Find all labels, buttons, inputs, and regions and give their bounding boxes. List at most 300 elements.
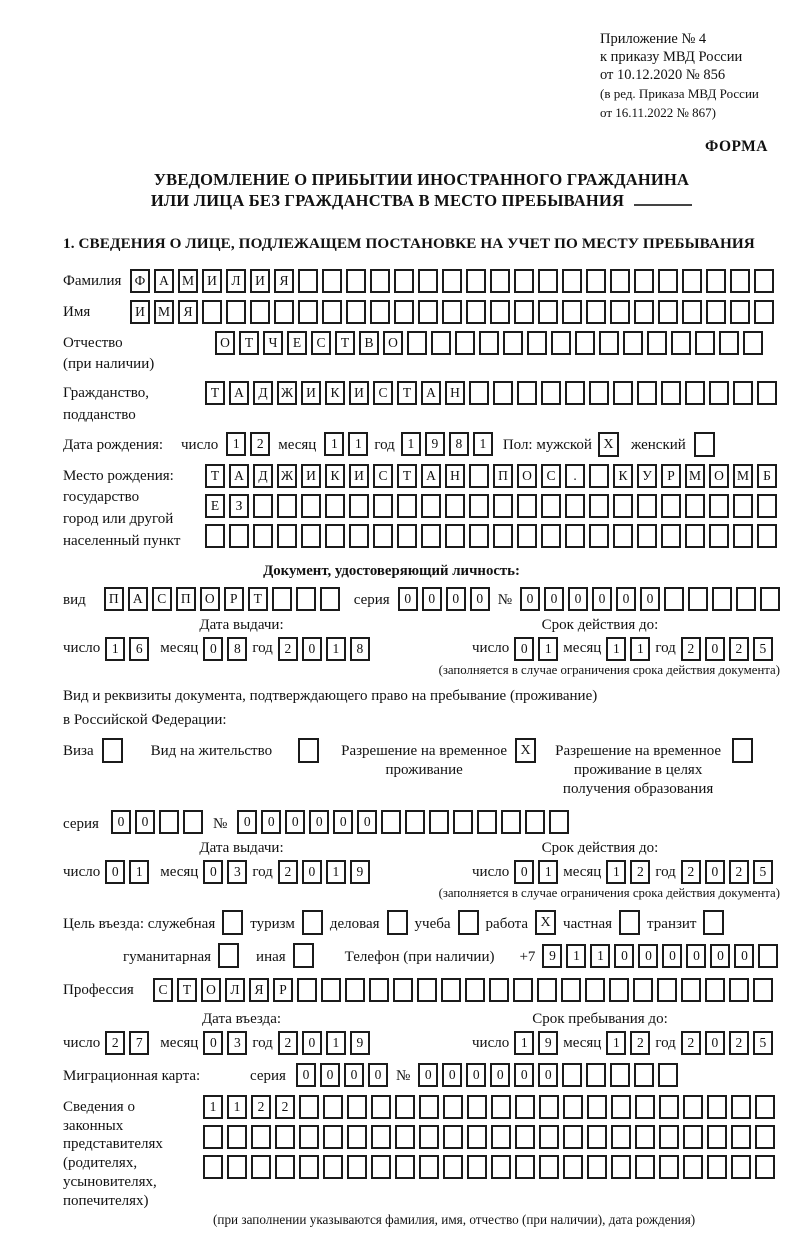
char-cell[interactable]: [661, 524, 681, 548]
char-cell[interactable]: [681, 978, 701, 1002]
char-cell[interactable]: [325, 524, 345, 548]
char-cell[interactable]: 1: [326, 1031, 346, 1055]
char-cell[interactable]: [370, 300, 390, 324]
char-cell[interactable]: [347, 1095, 367, 1119]
char-cell[interactable]: М: [685, 464, 705, 488]
char-cell[interactable]: 2: [681, 637, 701, 661]
char-cell[interactable]: [299, 1155, 319, 1179]
male-checkbox[interactable]: X: [598, 432, 619, 457]
char-cell[interactable]: 0: [490, 1063, 510, 1087]
char-cell[interactable]: [251, 1125, 271, 1149]
char-cell[interactable]: 2: [278, 1031, 298, 1055]
char-cell[interactable]: 2: [729, 1031, 749, 1055]
purpose-private-checkbox[interactable]: [619, 910, 640, 935]
char-cell[interactable]: [661, 494, 681, 518]
char-cell[interactable]: [322, 269, 342, 293]
char-cell[interactable]: И: [349, 464, 369, 488]
char-cell[interactable]: 0: [705, 637, 725, 661]
char-cell[interactable]: [634, 1063, 654, 1087]
char-cell[interactable]: 0: [333, 810, 353, 834]
char-cell[interactable]: [251, 1155, 271, 1179]
char-cell[interactable]: [517, 524, 537, 548]
char-cell[interactable]: 0: [544, 587, 564, 611]
char-cell[interactable]: [562, 300, 582, 324]
char-cell[interactable]: 2: [630, 1031, 650, 1055]
char-cell[interactable]: 3: [227, 860, 247, 884]
char-cell[interactable]: [657, 978, 677, 1002]
char-cell[interactable]: [397, 494, 417, 518]
char-cell[interactable]: [347, 1155, 367, 1179]
char-cell[interactable]: [325, 494, 345, 518]
char-cell[interactable]: [323, 1155, 343, 1179]
char-cell[interactable]: 8: [449, 432, 469, 456]
char-cell[interactable]: 0: [520, 587, 540, 611]
char-cell[interactable]: [563, 1125, 583, 1149]
char-cell[interactable]: [493, 524, 513, 548]
char-cell[interactable]: 1: [401, 432, 421, 456]
char-cell[interactable]: [515, 1125, 535, 1149]
char-cell[interactable]: Т: [205, 381, 225, 405]
char-cell[interactable]: [541, 381, 561, 405]
char-cell[interactable]: [743, 331, 763, 355]
char-cell[interactable]: 2: [278, 860, 298, 884]
char-cell[interactable]: [397, 524, 417, 548]
char-cell[interactable]: [491, 1095, 511, 1119]
char-cell[interactable]: [490, 269, 510, 293]
char-cell[interactable]: [565, 381, 585, 405]
char-cell[interactable]: [755, 1095, 775, 1119]
char-cell[interactable]: [706, 300, 726, 324]
char-cell[interactable]: И: [130, 300, 150, 324]
char-cell[interactable]: [466, 269, 486, 293]
char-cell[interactable]: [493, 381, 513, 405]
char-cell[interactable]: [683, 1125, 703, 1149]
char-cell[interactable]: [635, 1125, 655, 1149]
char-cell[interactable]: [589, 494, 609, 518]
char-cell[interactable]: 2: [251, 1095, 271, 1119]
char-cell[interactable]: [272, 587, 292, 611]
char-cell[interactable]: 0: [368, 1063, 388, 1087]
char-cell[interactable]: [467, 1125, 487, 1149]
char-cell[interactable]: [685, 494, 705, 518]
char-cell[interactable]: 0: [302, 860, 322, 884]
char-cell[interactable]: [635, 1155, 655, 1179]
char-cell[interactable]: [637, 381, 657, 405]
char-cell[interactable]: [754, 269, 774, 293]
char-cell[interactable]: 0: [135, 810, 155, 834]
char-cell[interactable]: И: [301, 381, 321, 405]
char-cell[interactable]: [730, 269, 750, 293]
char-cell[interactable]: [729, 978, 749, 1002]
char-cell[interactable]: [253, 524, 273, 548]
char-cell[interactable]: [539, 1125, 559, 1149]
char-cell[interactable]: [541, 524, 561, 548]
char-cell[interactable]: [229, 524, 249, 548]
char-cell[interactable]: Ж: [277, 381, 297, 405]
char-cell[interactable]: [227, 1125, 247, 1149]
char-cell[interactable]: [760, 587, 780, 611]
char-cell[interactable]: 6: [129, 637, 149, 661]
char-cell[interactable]: [395, 1095, 415, 1119]
char-cell[interactable]: [731, 1095, 751, 1119]
char-cell[interactable]: [757, 524, 777, 548]
char-cell[interactable]: А: [128, 587, 148, 611]
char-cell[interactable]: [613, 524, 633, 548]
char-cell[interactable]: К: [325, 464, 345, 488]
char-cell[interactable]: Т: [205, 464, 225, 488]
char-cell[interactable]: [659, 1155, 679, 1179]
char-cell[interactable]: [394, 300, 414, 324]
char-cell[interactable]: [682, 269, 702, 293]
char-cell[interactable]: [381, 810, 401, 834]
char-cell[interactable]: 1: [129, 860, 149, 884]
char-cell[interactable]: 0: [568, 587, 588, 611]
char-cell[interactable]: [320, 587, 340, 611]
char-cell[interactable]: 1: [514, 1031, 534, 1055]
char-cell[interactable]: [551, 331, 571, 355]
char-cell[interactable]: 0: [418, 1063, 438, 1087]
char-cell[interactable]: Р: [224, 587, 244, 611]
char-cell[interactable]: 0: [616, 587, 636, 611]
char-cell[interactable]: [183, 810, 203, 834]
char-cell[interactable]: [277, 524, 297, 548]
char-cell[interactable]: [418, 300, 438, 324]
char-cell[interactable]: 1: [538, 637, 558, 661]
char-cell[interactable]: [301, 524, 321, 548]
char-cell[interactable]: О: [709, 464, 729, 488]
purpose-business-checkbox[interactable]: [387, 910, 408, 935]
char-cell[interactable]: [513, 978, 533, 1002]
char-cell[interactable]: [373, 524, 393, 548]
char-cell[interactable]: [517, 381, 537, 405]
char-cell[interactable]: [250, 300, 270, 324]
char-cell[interactable]: [493, 494, 513, 518]
char-cell[interactable]: 0: [203, 637, 223, 661]
char-cell[interactable]: 0: [442, 1063, 462, 1087]
char-cell[interactable]: [731, 1155, 751, 1179]
char-cell[interactable]: [719, 331, 739, 355]
char-cell[interactable]: 3: [227, 1031, 247, 1055]
char-cell[interactable]: [733, 494, 753, 518]
char-cell[interactable]: [637, 494, 657, 518]
char-cell[interactable]: 1: [630, 637, 650, 661]
char-cell[interactable]: 1: [473, 432, 493, 456]
purpose-transit-checkbox[interactable]: [703, 910, 724, 935]
char-cell[interactable]: [712, 587, 732, 611]
char-cell[interactable]: Р: [273, 978, 293, 1002]
char-cell[interactable]: 9: [425, 432, 445, 456]
char-cell[interactable]: [707, 1125, 727, 1149]
char-cell[interactable]: [709, 524, 729, 548]
char-cell[interactable]: Д: [253, 381, 273, 405]
char-cell[interactable]: И: [250, 269, 270, 293]
char-cell[interactable]: Л: [225, 978, 245, 1002]
char-cell[interactable]: З: [229, 494, 249, 518]
char-cell[interactable]: [757, 494, 777, 518]
char-cell[interactable]: [370, 269, 390, 293]
char-cell[interactable]: [758, 944, 778, 968]
char-cell[interactable]: [634, 300, 654, 324]
purpose-official-checkbox[interactable]: [222, 910, 243, 935]
purpose-work-checkbox[interactable]: X: [535, 910, 556, 935]
char-cell[interactable]: [659, 1095, 679, 1119]
char-cell[interactable]: [297, 978, 317, 1002]
char-cell[interactable]: 0: [686, 944, 706, 968]
char-cell[interactable]: 2: [681, 1031, 701, 1055]
char-cell[interactable]: П: [493, 464, 513, 488]
char-cell[interactable]: [589, 524, 609, 548]
char-cell[interactable]: Т: [335, 331, 355, 355]
char-cell[interactable]: [589, 381, 609, 405]
char-cell[interactable]: 0: [237, 810, 257, 834]
char-cell[interactable]: [253, 494, 273, 518]
char-cell[interactable]: [417, 978, 437, 1002]
char-cell[interactable]: С: [373, 381, 393, 405]
char-cell[interactable]: Ч: [263, 331, 283, 355]
char-cell[interactable]: [469, 381, 489, 405]
char-cell[interactable]: 0: [514, 637, 534, 661]
char-cell[interactable]: Т: [177, 978, 197, 1002]
purpose-tourism-checkbox[interactable]: [302, 910, 323, 935]
char-cell[interactable]: 0: [538, 1063, 558, 1087]
char-cell[interactable]: [491, 1155, 511, 1179]
char-cell[interactable]: [490, 300, 510, 324]
char-cell[interactable]: 8: [350, 637, 370, 661]
char-cell[interactable]: [491, 1125, 511, 1149]
char-cell[interactable]: [431, 331, 451, 355]
char-cell[interactable]: [563, 1095, 583, 1119]
char-cell[interactable]: [298, 300, 318, 324]
char-cell[interactable]: [688, 587, 708, 611]
char-cell[interactable]: [503, 331, 523, 355]
char-cell[interactable]: [563, 1155, 583, 1179]
char-cell[interactable]: 0: [705, 1031, 725, 1055]
char-cell[interactable]: [419, 1155, 439, 1179]
char-cell[interactable]: [442, 300, 462, 324]
char-cell[interactable]: [515, 1155, 535, 1179]
char-cell[interactable]: [562, 1063, 582, 1087]
char-cell[interactable]: 1: [606, 1031, 626, 1055]
char-cell[interactable]: Е: [287, 331, 307, 355]
char-cell[interactable]: [296, 587, 316, 611]
char-cell[interactable]: М: [178, 269, 198, 293]
char-cell[interactable]: С: [152, 587, 172, 611]
char-cell[interactable]: М: [154, 300, 174, 324]
char-cell[interactable]: 0: [514, 860, 534, 884]
char-cell[interactable]: А: [154, 269, 174, 293]
purpose-study-checkbox[interactable]: [458, 910, 479, 935]
char-cell[interactable]: И: [202, 269, 222, 293]
char-cell[interactable]: 5: [753, 637, 773, 661]
char-cell[interactable]: 2: [275, 1095, 295, 1119]
char-cell[interactable]: [541, 494, 561, 518]
char-cell[interactable]: [707, 1155, 727, 1179]
char-cell[interactable]: [299, 1095, 319, 1119]
char-cell[interactable]: [453, 810, 473, 834]
char-cell[interactable]: [561, 978, 581, 1002]
char-cell[interactable]: 1: [326, 637, 346, 661]
char-cell[interactable]: [489, 978, 509, 1002]
char-cell[interactable]: О: [517, 464, 537, 488]
char-cell[interactable]: [275, 1125, 295, 1149]
char-cell[interactable]: 0: [309, 810, 329, 834]
char-cell[interactable]: [733, 381, 753, 405]
char-cell[interactable]: 0: [662, 944, 682, 968]
char-cell[interactable]: А: [421, 464, 441, 488]
char-cell[interactable]: Н: [445, 464, 465, 488]
char-cell[interactable]: [203, 1125, 223, 1149]
char-cell[interactable]: [709, 494, 729, 518]
char-cell[interactable]: Т: [239, 331, 259, 355]
char-cell[interactable]: [706, 269, 726, 293]
char-cell[interactable]: [369, 978, 389, 1002]
char-cell[interactable]: О: [215, 331, 235, 355]
char-cell[interactable]: [527, 331, 547, 355]
char-cell[interactable]: [394, 269, 414, 293]
char-cell[interactable]: [347, 1125, 367, 1149]
char-cell[interactable]: [202, 300, 222, 324]
char-cell[interactable]: 0: [302, 637, 322, 661]
char-cell[interactable]: [587, 1125, 607, 1149]
char-cell[interactable]: [586, 1063, 606, 1087]
char-cell[interactable]: И: [301, 464, 321, 488]
char-cell[interactable]: [683, 1095, 703, 1119]
char-cell[interactable]: [443, 1155, 463, 1179]
char-cell[interactable]: Я: [249, 978, 269, 1002]
char-cell[interactable]: [736, 587, 756, 611]
char-cell[interactable]: 0: [296, 1063, 316, 1087]
char-cell[interactable]: 5: [753, 860, 773, 884]
char-cell[interactable]: [705, 978, 725, 1002]
char-cell[interactable]: [611, 1125, 631, 1149]
char-cell[interactable]: Р: [661, 464, 681, 488]
char-cell[interactable]: [277, 494, 297, 518]
char-cell[interactable]: 2: [250, 432, 270, 456]
char-cell[interactable]: [393, 978, 413, 1002]
char-cell[interactable]: [549, 810, 569, 834]
char-cell[interactable]: В: [359, 331, 379, 355]
char-cell[interactable]: [637, 524, 657, 548]
char-cell[interactable]: 0: [705, 860, 725, 884]
char-cell[interactable]: [610, 269, 630, 293]
char-cell[interactable]: [345, 978, 365, 1002]
char-cell[interactable]: [445, 524, 465, 548]
char-cell[interactable]: [635, 1095, 655, 1119]
char-cell[interactable]: [659, 1125, 679, 1149]
char-cell[interactable]: [671, 331, 691, 355]
char-cell[interactable]: 0: [302, 1031, 322, 1055]
char-cell[interactable]: [346, 269, 366, 293]
char-cell[interactable]: [205, 524, 225, 548]
char-cell[interactable]: [443, 1125, 463, 1149]
char-cell[interactable]: 9: [538, 1031, 558, 1055]
char-cell[interactable]: [349, 524, 369, 548]
char-cell[interactable]: 0: [734, 944, 754, 968]
char-cell[interactable]: [466, 300, 486, 324]
char-cell[interactable]: [658, 1063, 678, 1087]
char-cell[interactable]: [695, 331, 715, 355]
char-cell[interactable]: [421, 494, 441, 518]
char-cell[interactable]: [565, 494, 585, 518]
char-cell[interactable]: [586, 269, 606, 293]
char-cell[interactable]: [623, 331, 643, 355]
char-cell[interactable]: [445, 494, 465, 518]
char-cell[interactable]: 0: [638, 944, 658, 968]
char-cell[interactable]: [203, 1155, 223, 1179]
char-cell[interactable]: [441, 978, 461, 1002]
char-cell[interactable]: 1: [348, 432, 368, 456]
char-cell[interactable]: 0: [285, 810, 305, 834]
char-cell[interactable]: 1: [590, 944, 610, 968]
residence-permit-checkbox[interactable]: [298, 738, 319, 763]
char-cell[interactable]: 2: [729, 860, 749, 884]
char-cell[interactable]: [538, 300, 558, 324]
char-cell[interactable]: [537, 978, 557, 1002]
char-cell[interactable]: [609, 978, 629, 1002]
char-cell[interactable]: [323, 1095, 343, 1119]
char-cell[interactable]: 9: [350, 860, 370, 884]
char-cell[interactable]: 2: [729, 637, 749, 661]
char-cell[interactable]: [373, 494, 393, 518]
char-cell[interactable]: [757, 381, 777, 405]
char-cell[interactable]: Т: [397, 381, 417, 405]
char-cell[interactable]: [429, 810, 449, 834]
char-cell[interactable]: 0: [422, 587, 442, 611]
char-cell[interactable]: [418, 269, 438, 293]
char-cell[interactable]: [685, 524, 705, 548]
char-cell[interactable]: С: [541, 464, 561, 488]
char-cell[interactable]: [405, 810, 425, 834]
char-cell[interactable]: [515, 1095, 535, 1119]
char-cell[interactable]: [586, 300, 606, 324]
char-cell[interactable]: 1: [538, 860, 558, 884]
char-cell[interactable]: [469, 464, 489, 488]
char-cell[interactable]: [323, 1125, 343, 1149]
char-cell[interactable]: 0: [514, 1063, 534, 1087]
char-cell[interactable]: М: [733, 464, 753, 488]
char-cell[interactable]: С: [373, 464, 393, 488]
char-cell[interactable]: 1: [324, 432, 344, 456]
char-cell[interactable]: 2: [630, 860, 650, 884]
char-cell[interactable]: [419, 1125, 439, 1149]
char-cell[interactable]: 0: [466, 1063, 486, 1087]
char-cell[interactable]: 9: [542, 944, 562, 968]
char-cell[interactable]: .: [565, 464, 585, 488]
char-cell[interactable]: [587, 1155, 607, 1179]
char-cell[interactable]: Д: [253, 464, 273, 488]
char-cell[interactable]: [613, 381, 633, 405]
char-cell[interactable]: 8: [227, 637, 247, 661]
purpose-humanitarian-checkbox[interactable]: [218, 943, 239, 968]
char-cell[interactable]: [658, 269, 678, 293]
char-cell[interactable]: 0: [320, 1063, 340, 1087]
char-cell[interactable]: [682, 300, 702, 324]
char-cell[interactable]: [479, 331, 499, 355]
char-cell[interactable]: [467, 1095, 487, 1119]
char-cell[interactable]: 1: [566, 944, 586, 968]
char-cell[interactable]: 0: [261, 810, 281, 834]
char-cell[interactable]: [611, 1095, 631, 1119]
char-cell[interactable]: [599, 331, 619, 355]
char-cell[interactable]: [455, 331, 475, 355]
char-cell[interactable]: [419, 1095, 439, 1119]
char-cell[interactable]: 0: [203, 860, 223, 884]
char-cell[interactable]: [525, 810, 545, 834]
char-cell[interactable]: [589, 464, 609, 488]
char-cell[interactable]: [346, 300, 366, 324]
char-cell[interactable]: [322, 300, 342, 324]
char-cell[interactable]: [395, 1155, 415, 1179]
